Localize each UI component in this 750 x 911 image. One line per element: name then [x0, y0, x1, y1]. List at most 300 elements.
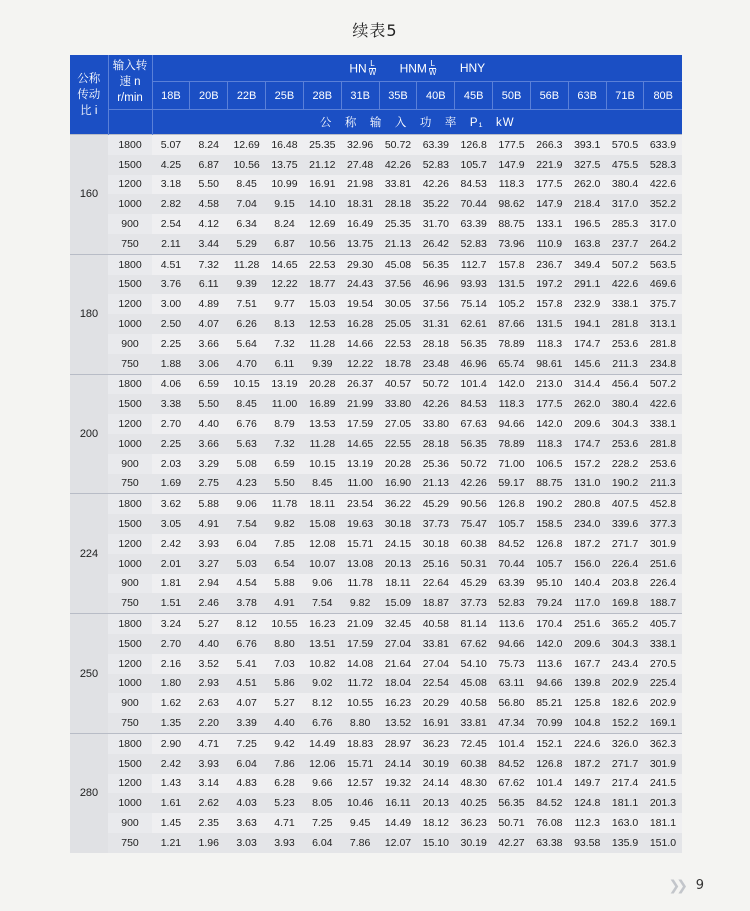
power-value-cell: 18.11 [379, 574, 417, 594]
power-value-cell: 241.5 [644, 774, 682, 794]
power-value-cell: 19.32 [379, 774, 417, 794]
ratio-label-line: 传动 [77, 88, 101, 101]
power-value-cell: 22.53 [379, 334, 417, 354]
power-value-cell: 2.90 [152, 733, 190, 753]
power-value-cell: 37.73 [455, 593, 493, 613]
power-value-cell: 228.2 [606, 454, 644, 474]
power-value-cell: 16.91 [303, 175, 341, 195]
power-value-cell: 190.2 [530, 494, 568, 514]
power-value-cell: 2.63 [190, 693, 228, 713]
speed-cell: 1500 [108, 514, 152, 534]
power-value-cell: 2.11 [152, 234, 190, 254]
power-value-cell: 8.13 [266, 314, 304, 334]
ratio-column-header [70, 55, 108, 135]
speed-cell: 750 [108, 593, 152, 613]
power-value-cell: 112.3 [568, 813, 606, 833]
power-value-cell: 6.11 [266, 354, 304, 374]
table-row [70, 634, 682, 654]
power-value-cell: 4.06 [152, 374, 190, 394]
power-value-cell: 157.2 [568, 454, 606, 474]
power-value-cell: 63.39 [493, 574, 531, 594]
power-value-cell: 16.49 [341, 214, 379, 234]
table-row [70, 175, 682, 195]
power-value-cell: 84.53 [455, 175, 493, 195]
power-value-cell: 6.76 [228, 634, 266, 654]
power-value-cell: 2.25 [152, 334, 190, 354]
power-value-cell: 9.82 [341, 593, 379, 613]
power-rating-table [70, 55, 682, 853]
power-value-cell: 11.78 [341, 574, 379, 594]
power-value-cell: 142.0 [493, 374, 531, 394]
power-value-cell: 1.61 [152, 793, 190, 813]
power-value-cell: 3.00 [152, 294, 190, 314]
power-value-cell: 63.11 [493, 674, 531, 694]
power-value-cell: 63.39 [455, 214, 493, 234]
power-value-cell: 101.4 [530, 774, 568, 794]
power-value-cell: 67.62 [493, 774, 531, 794]
power-value-cell: 67.63 [455, 414, 493, 434]
speed-cell: 1000 [108, 554, 152, 574]
power-value-cell: 3.24 [152, 614, 190, 634]
power-value-cell: 29.30 [341, 254, 379, 274]
power-value-cell: 118.3 [493, 175, 531, 195]
power-value-cell: 349.4 [568, 254, 606, 274]
power-value-cell: 45.29 [417, 494, 455, 514]
power-value-cell: 352.2 [644, 194, 682, 214]
frac-top: L [430, 58, 435, 68]
power-value-cell: 507.2 [606, 254, 644, 274]
power-value-cell: 9.06 [303, 574, 341, 594]
power-value-cell: 4.40 [266, 713, 304, 733]
page-title: 续表5 [352, 21, 398, 40]
power-value-cell: 104.8 [568, 713, 606, 733]
power-value-cell: 27.04 [379, 634, 417, 654]
power-value-cell: 79.24 [530, 593, 568, 613]
power-value-cell: 40.57 [379, 374, 417, 394]
power-value-cell: 264.2 [644, 234, 682, 254]
power-value-cell: 313.1 [644, 314, 682, 334]
power-value-cell: 1.35 [152, 713, 190, 733]
power-value-cell: 17.59 [341, 634, 379, 654]
power-value-cell: 25.36 [417, 454, 455, 474]
power-value-cell: 6.87 [190, 155, 228, 175]
power-value-cell: 11.00 [266, 394, 304, 414]
ratio-cell: 200 [70, 374, 108, 494]
power-value-cell: 45.29 [455, 574, 493, 594]
power-value-cell: 18.04 [379, 674, 417, 694]
power-value-cell: 2.25 [152, 434, 190, 454]
power-value-cell: 16.89 [303, 394, 341, 414]
power-value-cell: 50.72 [455, 454, 493, 474]
power-value-cell: 45.08 [455, 674, 493, 694]
speed-cell: 1500 [108, 634, 152, 654]
power-value-cell: 3.14 [190, 774, 228, 794]
power-value-cell: 15.71 [341, 754, 379, 774]
power-value-cell: 147.9 [493, 155, 531, 175]
power-value-cell: 16.28 [341, 314, 379, 334]
size-header: 25B [266, 82, 304, 110]
speed-cell: 1500 [108, 275, 152, 295]
power-value-cell: 338.1 [606, 294, 644, 314]
power-value-cell: 380.4 [606, 394, 644, 414]
power-value-cell: 407.5 [606, 494, 644, 514]
power-value-cell: 16.48 [266, 135, 304, 155]
power-value-cell: 70.44 [455, 194, 493, 214]
power-value-cell: 9.45 [341, 813, 379, 833]
power-value-cell: 117.0 [568, 593, 606, 613]
power-value-cell: 6.28 [266, 774, 304, 794]
speed-cell: 900 [108, 574, 152, 594]
power-value-cell: 393.1 [568, 135, 606, 155]
power-value-cell: 33.81 [455, 713, 493, 733]
power-value-cell: 2.46 [190, 593, 228, 613]
speed-cell: 750 [108, 713, 152, 733]
speed-cell: 750 [108, 354, 152, 374]
power-value-cell: 113.6 [493, 614, 531, 634]
speed-cell: 1500 [108, 155, 152, 175]
power-value-cell: 21.12 [303, 155, 341, 175]
power-value-cell: 3.62 [152, 494, 190, 514]
power-value-cell: 9.77 [266, 294, 304, 314]
table-row [70, 254, 682, 274]
power-value-cell: 16.91 [417, 713, 455, 733]
power-value-cell: 59.17 [493, 474, 531, 494]
power-value-cell: 131.5 [530, 314, 568, 334]
power-value-cell: 4.51 [228, 674, 266, 694]
power-value-cell: 40.58 [455, 693, 493, 713]
ratio-cell: 250 [70, 614, 108, 734]
power-value-cell: 1.45 [152, 813, 190, 833]
power-value-cell: 6.87 [266, 234, 304, 254]
power-value-cell: 65.74 [493, 354, 531, 374]
power-value-cell: 8.12 [228, 614, 266, 634]
power-value-cell: 33.81 [379, 175, 417, 195]
power-value-cell: 13.19 [341, 454, 379, 474]
power-value-cell: 217.4 [606, 774, 644, 794]
power-value-cell: 338.1 [644, 634, 682, 654]
power-value-cell: 25.35 [303, 135, 341, 155]
power-value-cell: 76.08 [530, 813, 568, 833]
power-value-cell: 169.8 [606, 593, 644, 613]
power-value-cell: 12.07 [379, 833, 417, 853]
power-value-cell: 118.3 [530, 434, 568, 454]
power-value-cell: 15.03 [303, 294, 341, 314]
power-value-cell: 5.50 [190, 175, 228, 195]
power-value-cell: 22.53 [303, 254, 341, 274]
power-value-cell: 187.2 [568, 534, 606, 554]
speed-cell: 750 [108, 474, 152, 494]
power-value-cell: 157.8 [493, 254, 531, 274]
power-value-cell: 456.4 [606, 374, 644, 394]
power-value-cell: 42.26 [379, 155, 417, 175]
power-value-cell: 105.7 [530, 554, 568, 574]
power-value-cell: 30.19 [417, 754, 455, 774]
power-value-cell: 126.8 [530, 534, 568, 554]
power-value-cell: 4.58 [190, 194, 228, 214]
power-value-cell: 7.32 [266, 434, 304, 454]
power-value-cell: 84.52 [493, 754, 531, 774]
power-value-cell: 209.6 [568, 634, 606, 654]
power-value-cell: 5.03 [228, 554, 266, 574]
speed-cell: 1500 [108, 394, 152, 414]
power-value-cell: 7.03 [266, 654, 304, 674]
power-value-cell: 7.54 [228, 514, 266, 534]
power-value-cell: 20.13 [379, 554, 417, 574]
ratio-cell: 280 [70, 733, 108, 852]
power-value-cell: 7.25 [228, 733, 266, 753]
power-value-cell: 56.35 [455, 334, 493, 354]
power-value-cell: 24.43 [341, 275, 379, 295]
power-value-cell: 50.71 [493, 813, 531, 833]
table-row [70, 494, 682, 514]
power-value-cell: 266.3 [530, 135, 568, 155]
power-value-cell: 218.4 [568, 194, 606, 214]
power-value-cell: 14.65 [341, 434, 379, 454]
power-value-cell: 75.47 [455, 514, 493, 534]
power-value-cell: 2.93 [190, 674, 228, 694]
power-value-cell: 253.6 [606, 434, 644, 454]
power-value-cell: 2.62 [190, 793, 228, 813]
table-row [70, 514, 682, 534]
power-value-cell: 338.1 [644, 414, 682, 434]
power-value-cell: 11.28 [303, 334, 341, 354]
power-value-cell: 3.66 [190, 434, 228, 454]
power-value-cell: 5.86 [266, 674, 304, 694]
power-value-cell: 194.1 [568, 314, 606, 334]
power-value-cell: 15.10 [417, 833, 455, 853]
power-value-cell: 3.38 [152, 394, 190, 414]
ratio-label-line: 比 i [80, 104, 98, 117]
power-value-cell: 213.0 [530, 374, 568, 394]
power-value-cell: 201.3 [644, 793, 682, 813]
table-row [70, 294, 682, 314]
power-value-cell: 4.23 [228, 474, 266, 494]
size-header: 71B [606, 82, 644, 110]
frac-bottom: W [428, 67, 437, 77]
power-value-cell: 88.75 [530, 474, 568, 494]
power-value-cell: 5.50 [190, 394, 228, 414]
power-value-cell: 422.6 [606, 275, 644, 295]
power-value-cell: 2.75 [190, 474, 228, 494]
power-value-cell: 139.8 [568, 674, 606, 694]
power-value-cell: 196.5 [568, 214, 606, 234]
power-value-cell: 12.69 [228, 135, 266, 155]
power-value-cell: 452.8 [644, 494, 682, 514]
power-value-cell: 46.96 [417, 275, 455, 295]
power-value-cell: 62.61 [455, 314, 493, 334]
power-value-cell: 3.18 [152, 175, 190, 195]
power-value-cell: 9.06 [228, 494, 266, 514]
power-value-cell: 5.29 [228, 234, 266, 254]
power-value-cell: 375.7 [644, 294, 682, 314]
power-value-cell: 60.38 [455, 534, 493, 554]
power-value-cell: 26.42 [417, 234, 455, 254]
power-value-cell: 135.9 [606, 833, 644, 853]
power-value-cell: 6.11 [190, 275, 228, 295]
power-value-cell: 7.32 [266, 334, 304, 354]
power-value-cell: 22.54 [417, 674, 455, 694]
power-value-cell: 190.2 [606, 474, 644, 494]
power-value-cell: 63.39 [417, 135, 455, 155]
power-value-cell: 3.03 [228, 833, 266, 853]
power-value-cell: 339.6 [606, 514, 644, 534]
power-value-cell: 20.13 [417, 793, 455, 813]
power-value-cell: 1.21 [152, 833, 190, 853]
speed-cell: 1000 [108, 314, 152, 334]
power-value-cell: 142.0 [530, 634, 568, 654]
power-value-cell: 211.3 [606, 354, 644, 374]
power-value-cell: 30.19 [455, 833, 493, 853]
speed-cell: 900 [108, 454, 152, 474]
power-value-cell: 7.04 [228, 194, 266, 214]
table-row [70, 214, 682, 234]
power-value-cell: 202.9 [644, 693, 682, 713]
power-value-cell: 54.10 [455, 654, 493, 674]
power-value-cell: 5.63 [228, 434, 266, 454]
power-value-cell: 2.70 [152, 634, 190, 654]
table-row [70, 135, 682, 155]
power-value-cell: 9.82 [266, 514, 304, 534]
power-value-cell: 18.12 [417, 813, 455, 833]
power-value-cell: 98.61 [530, 354, 568, 374]
table-row [70, 574, 682, 594]
power-value-cell: 5.88 [266, 574, 304, 594]
power-value-cell: 1.96 [190, 833, 228, 853]
power-value-cell: 131.0 [568, 474, 606, 494]
power-value-cell: 37.56 [379, 275, 417, 295]
power-value-cell: 20.28 [379, 454, 417, 474]
power-value-cell: 314.4 [568, 374, 606, 394]
power-value-cell: 4.71 [190, 733, 228, 753]
power-value-cell: 365.2 [606, 614, 644, 634]
power-value-cell: 4.40 [190, 634, 228, 654]
power-value-cell: 151.0 [644, 833, 682, 853]
power-value-cell: 52.83 [455, 234, 493, 254]
power-value-cell: 270.5 [644, 654, 682, 674]
table-row [70, 155, 682, 175]
power-value-cell: 10.15 [303, 454, 341, 474]
power-value-cell: 35.22 [417, 194, 455, 214]
power-value-cell: 10.55 [266, 614, 304, 634]
power-value-cell: 3.93 [266, 833, 304, 853]
power-value-cell: 21.98 [341, 175, 379, 195]
power-value-cell: 158.5 [530, 514, 568, 534]
fraction [429, 60, 437, 77]
power-value-cell: 2.82 [152, 194, 190, 214]
speed-label-line: 输入转 [112, 60, 148, 72]
power-value-cell: 251.6 [644, 554, 682, 574]
power-value-cell: 40.58 [417, 614, 455, 634]
power-value-cell: 405.7 [644, 614, 682, 634]
power-value-cell: 528.3 [644, 155, 682, 175]
speed-cell: 750 [108, 833, 152, 853]
power-value-cell: 5.27 [190, 614, 228, 634]
speed-cell: 900 [108, 693, 152, 713]
table-row [70, 713, 682, 733]
power-value-cell: 40.25 [455, 793, 493, 813]
power-value-cell: 22.55 [379, 434, 417, 454]
power-value-cell: 13.19 [266, 374, 304, 394]
power-value-cell: 377.3 [644, 514, 682, 534]
table-row [70, 314, 682, 334]
power-value-cell: 75.73 [493, 654, 531, 674]
table-row [70, 754, 682, 774]
power-value-cell: 118.3 [530, 334, 568, 354]
power-value-cell: 24.14 [417, 774, 455, 794]
power-value-cell: 4.70 [228, 354, 266, 374]
power-value-cell: 19.63 [341, 514, 379, 534]
power-value-cell: 3.93 [190, 534, 228, 554]
power-value-cell: 5.88 [190, 494, 228, 514]
power-value-cell: 124.8 [568, 793, 606, 813]
speed-cell: 1800 [108, 494, 152, 514]
power-value-cell: 317.0 [644, 214, 682, 234]
power-value-cell: 177.5 [530, 394, 568, 414]
power-value-cell: 12.06 [303, 754, 341, 774]
power-value-cell: 25.16 [417, 554, 455, 574]
power-value-cell: 46.96 [455, 354, 493, 374]
power-value-cell: 15.08 [303, 514, 341, 534]
page-number: 9 [695, 878, 704, 893]
table-row [70, 774, 682, 794]
power-value-cell: 243.4 [606, 654, 644, 674]
power-value-cell: 20.28 [303, 374, 341, 394]
power-value-cell: 56.80 [493, 693, 531, 713]
power-value-cell: 7.85 [266, 534, 304, 554]
power-value-cell: 147.9 [530, 194, 568, 214]
power-value-cell: 181.1 [644, 813, 682, 833]
power-value-cell: 36.22 [379, 494, 417, 514]
power-value-cell: 2.50 [152, 314, 190, 334]
power-value-cell: 33.81 [417, 634, 455, 654]
power-value-cell: 14.66 [341, 334, 379, 354]
power-value-cell: 5.23 [266, 793, 304, 813]
power-value-cell: 507.2 [644, 374, 682, 394]
power-value-cell: 633.9 [644, 135, 682, 155]
power-value-cell: 9.15 [266, 194, 304, 214]
power-value-cell: 18.87 [417, 593, 455, 613]
power-value-cell: 163.8 [568, 234, 606, 254]
power-value-cell: 167.7 [568, 654, 606, 674]
power-value-cell: 84.52 [493, 534, 531, 554]
table-row [70, 654, 682, 674]
power-label: 公 称 输 入 功 率 P₁ kW [152, 110, 682, 135]
power-value-cell: 11.78 [266, 494, 304, 514]
power-value-cell: 50.31 [455, 554, 493, 574]
power-value-cell: 24.14 [379, 754, 417, 774]
size-header: 50B [493, 82, 531, 110]
power-value-cell: 13.75 [266, 155, 304, 175]
power-value-cell: 226.4 [644, 574, 682, 594]
power-value-cell: 15.71 [341, 534, 379, 554]
power-value-cell: 94.66 [493, 414, 531, 434]
table-row [70, 793, 682, 813]
power-value-cell: 187.2 [568, 754, 606, 774]
power-value-cell: 4.91 [266, 593, 304, 613]
power-value-cell: 9.39 [228, 275, 266, 295]
power-value-cell: 14.49 [379, 813, 417, 833]
speed-cell: 1000 [108, 793, 152, 813]
power-value-cell: 5.41 [228, 654, 266, 674]
power-value-cell: 2.35 [190, 813, 228, 833]
power-value-cell: 88.75 [493, 214, 531, 234]
series-name: HNM [399, 61, 427, 75]
power-value-cell: 304.3 [606, 414, 644, 434]
power-value-cell: 6.59 [190, 374, 228, 394]
power-value-cell: 140.4 [568, 574, 606, 594]
power-value-cell: 11.00 [341, 474, 379, 494]
power-value-cell: 234.8 [644, 354, 682, 374]
